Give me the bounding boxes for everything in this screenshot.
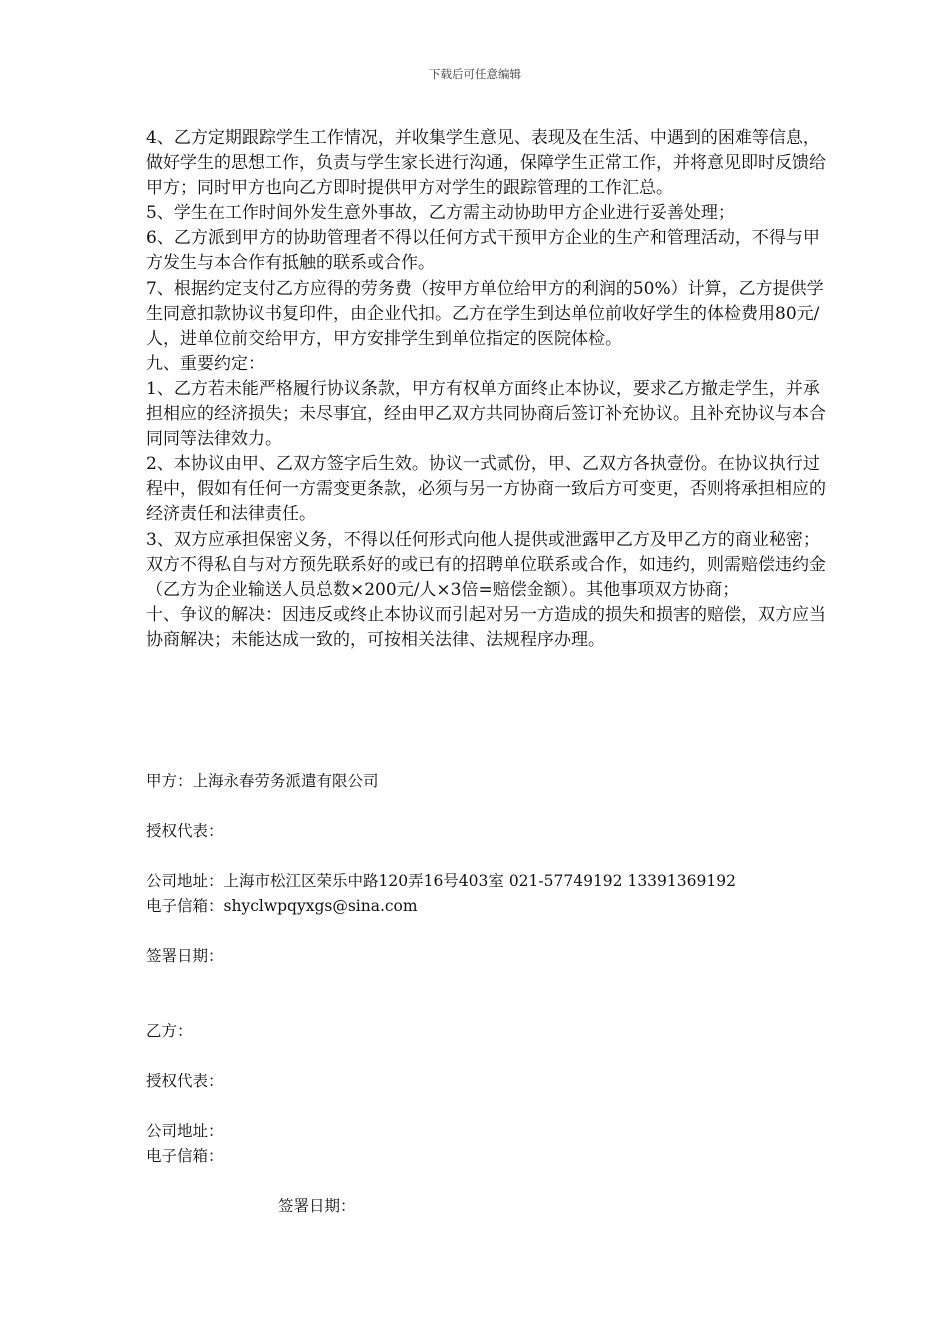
party-b-address: 公司地址： xyxy=(146,1122,224,1140)
party-a-address: 公司地址：上海市松江区荣乐中路120弄16号403室 021-57749192 13391369192 xyxy=(146,872,736,890)
clause-4: 4、乙方定期跟踪学生工作情况，并收集学生意见、表现及在生活、中遇到的困难等信息，做好学生的思想工作，负责与学生家长进行沟通，保障学生正常工作，并将意见即时反馈给甲方；同时甲方也向乙方即时提供甲方对学生的跟踪管理的工作汇总。 xyxy=(146,128,826,199)
section-9-clause-2: 2、本协议由甲、乙双方签字后生效。协议一式贰份，甲、乙双方各执壹份。在协议执行过程中，假如有任何一方需变更条款，必须与另一方协商一致后方可变更，否则将承担相应的经济责任和法律责任。 xyxy=(146,454,826,525)
section-9-heading: 九、重要约定： xyxy=(146,353,265,374)
clause-5: 5、学生在工作时间外发生意外事故，乙方需主动协助甲方企业进行妥善处理； xyxy=(146,203,735,224)
contract-body xyxy=(146,126,826,653)
party-a-name: 甲方：上海永春劳务派遣有限公司 xyxy=(146,772,379,790)
party-b-name: 乙方： xyxy=(146,1022,193,1040)
party-a-email: 电子信箱：shyclwpqyxgs@sina.com xyxy=(146,897,418,915)
clause-7: 7、根据约定支付乙方应得的劳务费（按甲方单位给甲方的利润的50%）计算，乙方提供学生同意扣款协议书复印件，由企业代扣。乙方在学生到达单位前收好学生的体检费用80元/人，进单位前交给甲方，甲方安排学生到单位指定的医院体检。 xyxy=(146,278,824,349)
party-a-date: 签署日期： xyxy=(146,947,224,965)
clause-6: 6、乙方派到甲方的协助管理者不得以任何方式干预甲方企业的生产和管理活动，不得与甲方发生与本合作有抵触的联系或合作。 xyxy=(146,228,820,274)
party-b-date: 签署日期： xyxy=(278,1197,356,1215)
section-9-clause-1: 1、乙方若未能严格履行协议条款，甲方有权单方面终止本协议，要求乙方撤走学生，并承担相应的经济损失；未尽事宜，经由甲乙双方共同协商后签订补充协议。且补充协议与本合同同等法律效力。 xyxy=(146,378,826,450)
party-b-email: 电子信箱： xyxy=(146,1147,224,1165)
page-header: 下载后可任意编辑 xyxy=(429,67,521,81)
party-b-rep: 授权代表： xyxy=(146,1072,224,1090)
section-9-clause-3: 3、双方应承担保密义务，不得以任何形式向他人提供或泄露甲乙方及甲乙方的商业秘密；双方不得私自与对方预先联系好的或已有的招聘单位联系或合作，如违约，则需赔偿违约金（乙方为企业输送人员总数×200元/人×3倍=赔偿金额）。其他事项双方协商； xyxy=(146,529,826,600)
section-10-dispute: 十、争议的解决：因违反或终止本协议而引起对另一方造成的损失和损害的赔偿，双方应当协商解决；未能达成一致的，可按相关法律、法规程序办理。 xyxy=(146,604,826,650)
party-a-rep: 授权代表： xyxy=(146,822,224,840)
